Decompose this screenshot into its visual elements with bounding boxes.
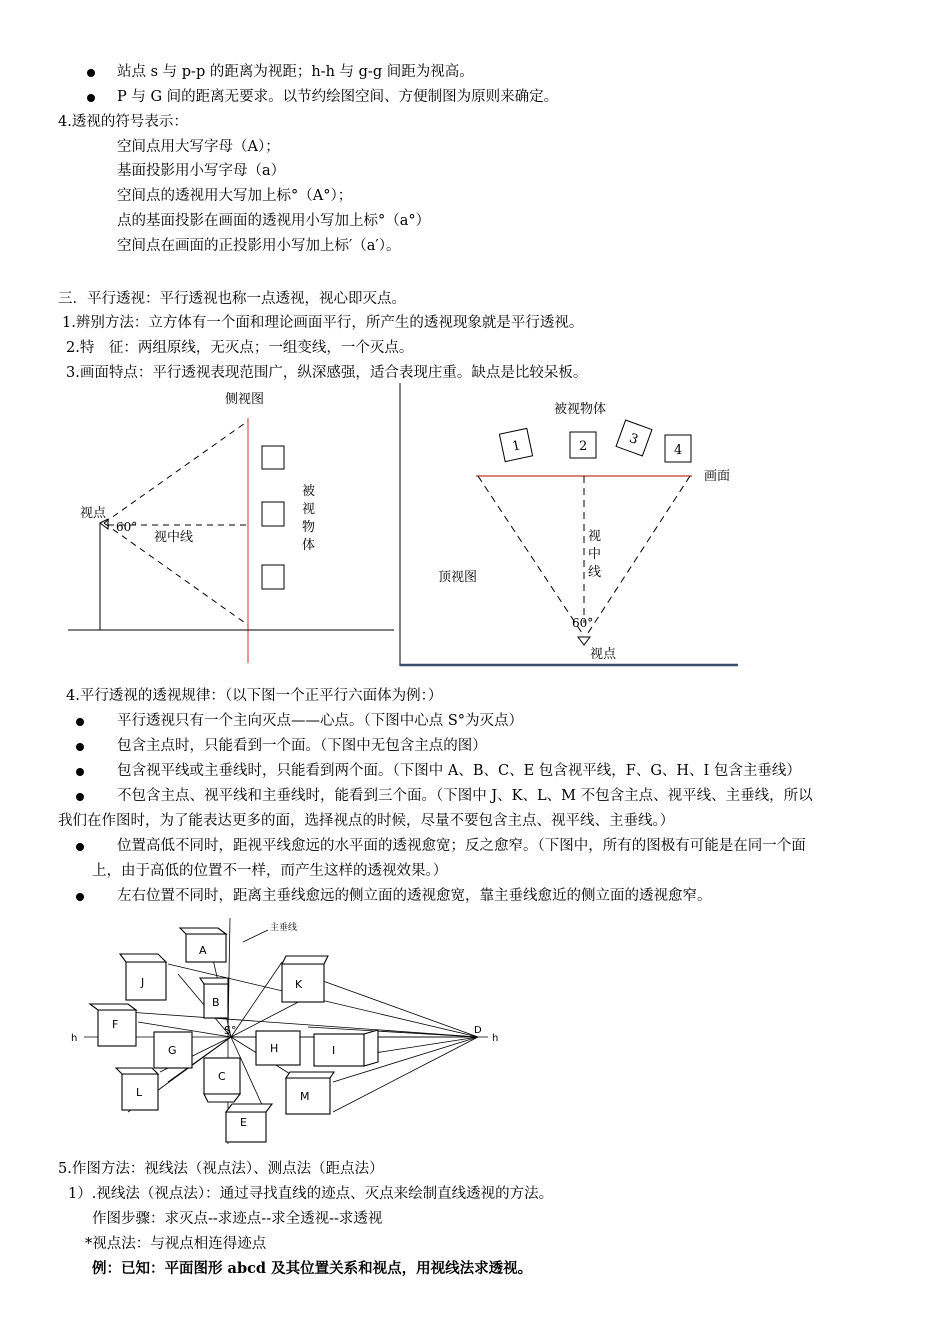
cube-label: I <box>332 1044 336 1057</box>
cube-label: H <box>270 1042 279 1055</box>
paragraph: 1.辨别方法：立方体有一个面和理论画面平行，所产生的透视现象就是平行透视。 <box>62 315 584 331</box>
section-heading: 5.作图方法：视线法（视点法）、测点法（距点法） <box>58 1161 384 1177</box>
symbol-rule: 基面投影用小写字母（a） <box>117 163 286 179</box>
symbol-rule: 空间点在画面的正投影用小写加上标′（a′）。 <box>117 238 401 254</box>
symbol-rule: 空间点用大写字母（A）； <box>117 139 280 155</box>
object-square <box>262 502 284 526</box>
symbol-rule: 点的基面投影在画面的透视用小写加上标°（a°） <box>117 213 431 229</box>
axis-label-char: 视 <box>588 529 602 544</box>
angle-label: 60° <box>572 616 594 630</box>
bullet-dot <box>76 743 84 751</box>
side-view-title: 侧视图 <box>225 392 265 407</box>
rule-text: 上，由于高低的位置不一样，而产生这样的透视效果。） <box>92 863 448 879</box>
example-heading: 例：已知：平面图形 abcd 及其位置关系和视点，用视线法求透视。 <box>92 1260 533 1277</box>
cube-label: M <box>300 1090 310 1103</box>
bullet-text-pg-distance: P 与 G 间的距离无要求。以节约绘图空间、方便制图为原则来确定。 <box>117 89 559 105</box>
cube-label: J <box>141 976 145 989</box>
rule-text: 位置高低不同时，距视平线愈远的水平面的透视愈宽；反之愈窄。（下图中，所有的图极有可能是在同一个面 <box>117 838 806 854</box>
bullet-dot <box>76 893 84 901</box>
rule-text: 包含视平线或主垂线时，只能看到两个面。（下图中 A、B、C、E 包含视平线，F、G、H、I 包含主垂线） <box>117 763 801 779</box>
sight-axis-label: 视中线 <box>154 530 194 545</box>
cube-label: F <box>112 1018 119 1031</box>
center-point-label: S° <box>224 1024 237 1037</box>
distance-point-label: D <box>474 1025 482 1036</box>
side-view-diagram <box>68 383 398 663</box>
section-heading: 三．平行透视：平行透视也称一点透视，视心即灭点。 <box>58 291 406 307</box>
paragraph: 2.特 征：两组原线，无灭点；一组变线，一个灭点。 <box>66 340 414 356</box>
object-title: 被视物体 <box>554 402 607 417</box>
box-number: 2 <box>579 439 588 454</box>
object-label-char: 被 <box>302 484 316 499</box>
object-label-char: 体 <box>302 538 316 553</box>
box-number: 4 <box>674 443 683 458</box>
top-view-diagram <box>398 383 743 668</box>
bullet-dot <box>76 718 84 726</box>
paragraph: 1）.视线法（视点法）：通过寻找直线的迹点、灭点来绘制直线透视的方法。 <box>68 1186 554 1202</box>
rule-text: 不包含主点、视平线和主垂线时，能看到三个面。（下图中 J、K、L、M 不包含主点、视平线、主垂线，所以 <box>117 788 813 804</box>
bullet-dot <box>87 94 95 102</box>
object-square <box>262 446 284 469</box>
top-view-title: 顶视图 <box>438 570 478 585</box>
cube-label: L <box>136 1086 143 1099</box>
axis-label-char: 线 <box>588 565 602 580</box>
bullet-dot <box>76 793 84 801</box>
picture-plane-label: 画面 <box>704 469 731 484</box>
object-label-char: 物 <box>302 520 316 535</box>
parallel-cubes-diagram <box>68 912 508 1152</box>
cube-label: G <box>168 1044 177 1057</box>
horizon-label-left: h <box>71 1033 78 1044</box>
rule-text: 左右位置不同时，距离主垂线愈远的侧立面的透视愈宽，靠主垂线愈近的侧立面的透视愈窄。 <box>117 888 712 904</box>
rule-text: 平行透视只有一个主向灭点——心点。（下图中心点 S°为灭点） <box>117 713 524 729</box>
paragraph: 3.画面特点：平行透视表现范围广，纵深感强，适合表现庄重。缺点是比较呆板。 <box>66 365 588 381</box>
object-label-char: 视 <box>302 502 316 517</box>
paragraph: 作图步骤：求灭点--求迹点--求全透视--求透视 <box>92 1211 383 1227</box>
cube-label: A <box>199 944 207 957</box>
box-number: 1 <box>510 438 523 455</box>
angle-label: 60° <box>116 520 138 534</box>
paragraph: *视点法：与视点相连得迹点 <box>85 1236 267 1252</box>
bullet-dot <box>76 768 84 776</box>
cube-label: E <box>240 1116 247 1129</box>
cube-label: B <box>212 996 220 1009</box>
section-heading: 4.平行透视的透视规律：（以下图一个正平行六面体为例：） <box>66 688 443 704</box>
rule-text: 我们在作图时，为了能表达更多的面，选择视点的时候，尽量不要包含主点、视平线、主垂线。） <box>58 813 675 829</box>
main-vertical-label: 主垂线 <box>270 923 298 933</box>
eye-point-label: 视点 <box>590 647 617 662</box>
cube-label: C <box>218 1070 226 1083</box>
bullet-dot <box>76 843 84 851</box>
section-heading: 4.透视的符号表示： <box>58 114 188 130</box>
bullet-text-viewing-distance: 站点 s 与 p-p 的距离为视距；h-h 与 g-g 间距为视高。 <box>117 64 474 80</box>
eye-point-label: 视点 <box>80 506 107 521</box>
box-number: 3 <box>627 430 641 448</box>
cube-label: K <box>295 978 303 991</box>
object-square <box>262 565 284 589</box>
rule-text: 包含主点时，只能看到一个面。（下图中无包含主点的图） <box>117 738 487 754</box>
horizon-label-right: h <box>492 1033 499 1044</box>
symbol-rule: 空间点的透视用大写加上标°（A°）； <box>117 188 353 204</box>
axis-label-char: 中 <box>588 547 602 562</box>
bullet-dot <box>87 69 95 77</box>
